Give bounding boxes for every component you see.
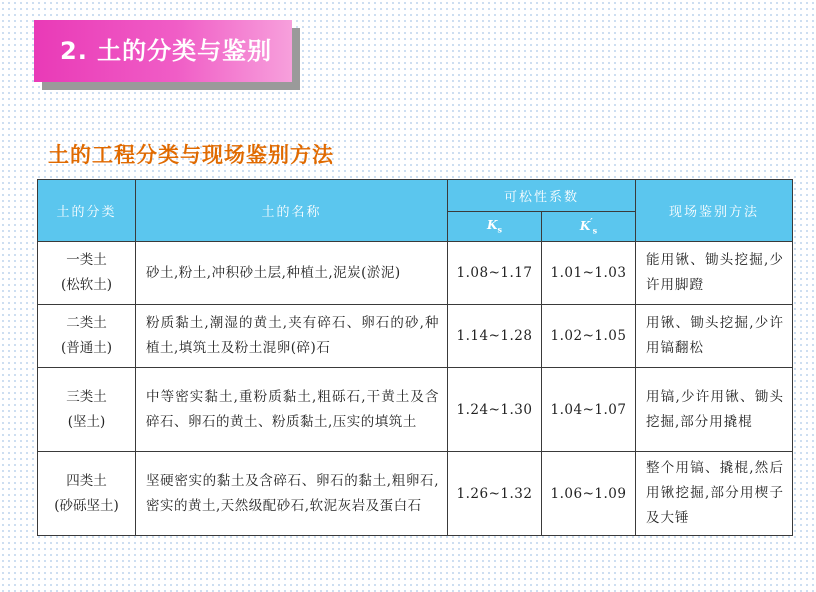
ks-prime-cell: 1.06~1.09 (542, 452, 636, 536)
ks-cell: 1.26~1.32 (448, 452, 542, 536)
ks-prime-cell: 1.04~1.07 (542, 368, 636, 452)
header-name: 土的名称 (136, 180, 448, 242)
soil-name-cell: 粉质黏土,潮湿的黄土,夹有碎石、卵石的砂,种植土,填筑土及粉土混卵(碎)石 (136, 305, 448, 368)
classification-cell: 四类土 (砂砾坚土) (38, 452, 136, 536)
table-row (38, 305, 793, 368)
classification-cell: 一类土 (松软土) (38, 242, 136, 305)
banner-title: 2. 土的分类与鉴别 (60, 37, 273, 65)
classification-cell: 三类土 (坚土) (38, 368, 136, 452)
soil-name-cell: 坚硬密实的黏土及含碎石、卵石的黏土,粗卵石,密实的黄土,天然级配砂石,软泥灰岩及蛋白石 (136, 452, 448, 536)
header-ks: $K_s$ (448, 212, 542, 242)
table-row (38, 452, 793, 536)
table-row (38, 242, 793, 305)
table-row (38, 368, 793, 452)
section-title: 土的工程分类与现场鉴别方法 (48, 143, 334, 167)
method-cell: 能用锹、锄头挖掘,少许用脚蹬 (636, 242, 793, 305)
ks-prime-cell: 1.01~1.03 (542, 242, 636, 305)
ks-cell: 1.08~1.17 (448, 242, 542, 305)
header-method: 现场鉴别方法 (636, 180, 793, 242)
header-classification: 土的分类 (38, 180, 136, 242)
method-cell: 用镐,少许用锹、锄头挖掘,部分用撬棍 (636, 368, 793, 452)
header-looseness: 可松性系数 (448, 180, 636, 212)
soil-classification-table (37, 179, 793, 536)
soil-name-cell: 中等密实黏土,重粉质黏土,粗砾石,干黄土及含碎石、卵石的黄土、粉质黏土,压实的填筑土 (136, 368, 448, 452)
header-ks-prime: $K'_s$ (542, 212, 636, 242)
ks-cell: 1.24~1.30 (448, 368, 542, 452)
ks-prime-cell: 1.02~1.05 (542, 305, 636, 368)
ks-cell: 1.14~1.28 (448, 305, 542, 368)
soil-name-cell: 砂土,粉土,冲积砂土层,种植土,泥炭(淤泥) (136, 242, 448, 305)
method-cell: 用锹、锄头挖掘,少许用镐翻松 (636, 305, 793, 368)
method-cell: 整个用镐、撬棍,然后用锹挖掘,部分用楔子及大锤 (636, 452, 793, 536)
classification-cell: 二类土 (普通土) (38, 305, 136, 368)
